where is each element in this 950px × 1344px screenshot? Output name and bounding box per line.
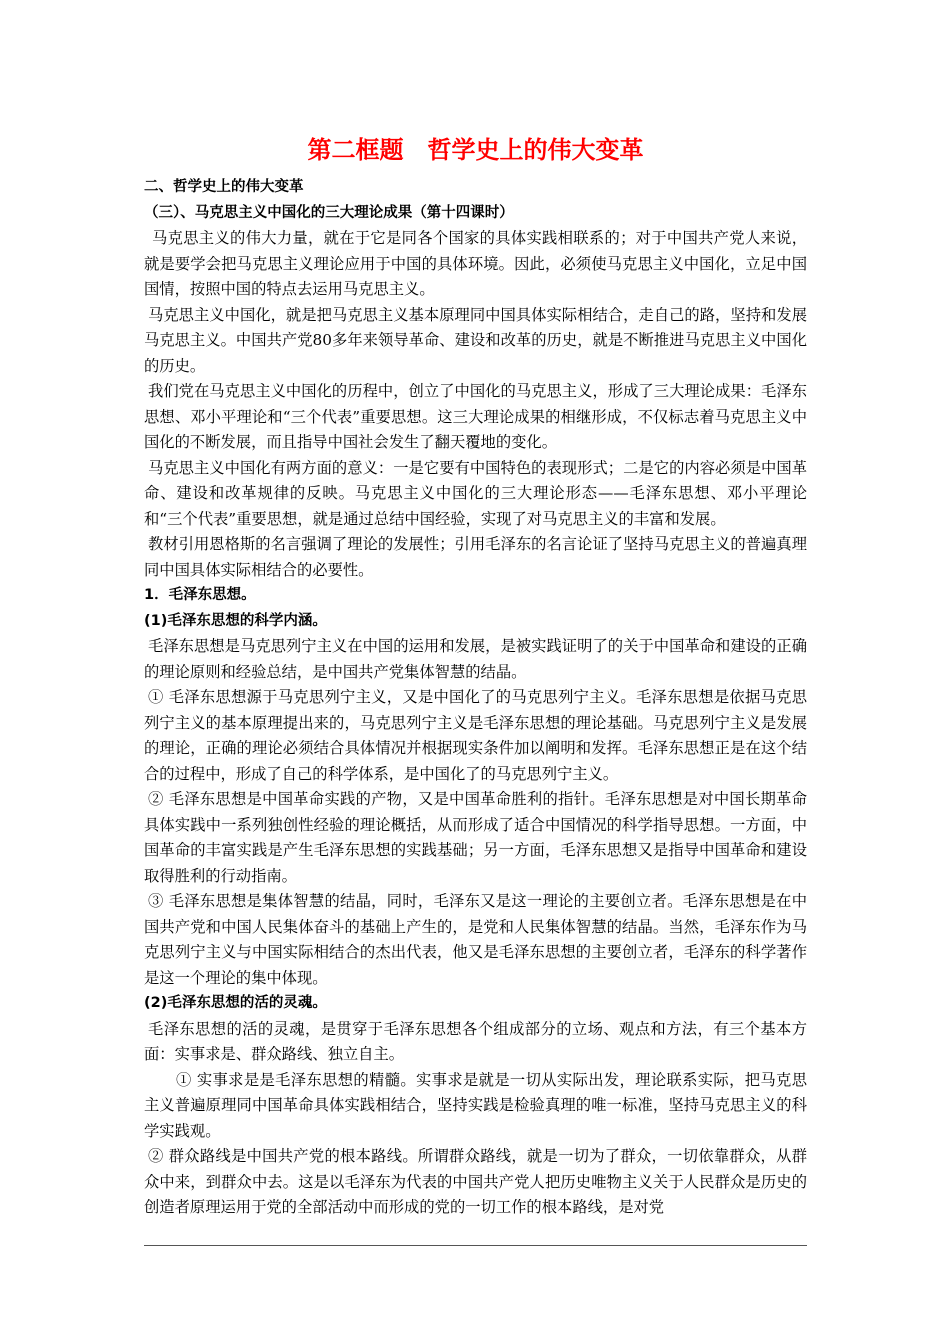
page-title: 第二框题 哲学史上的伟大变革 bbox=[307, 136, 644, 164]
body-paragraph: 我们党在马克思主义中国化的历程中，创立了中国化的马克思主义，形成了三大理论成果：毛泽东思想、邓小平理论和“三个代表”重要思想。这三大理论成果的相继形成，不仅标志着马克思主义中国化的不断发展，而且指导中国社会发生了翻天覆地的变化。 bbox=[144, 382, 807, 451]
document-body bbox=[144, 175, 807, 1221]
body-paragraph: ③ 毛泽东思想是集体智慧的结晶，同时，毛泽东又是这一理论的主要创立者。毛泽东思想是在中国共产党和中国人民集体奋斗的基础上产生的，是党和人民集体智慧的结晶。当然，毛泽东作为马克思列宁主义与中国实际相结合的杰出代表，他又是毛泽东思想的主要创立者，毛泽东的科学著作是这一个理论的集中体现。 bbox=[144, 892, 807, 987]
subsection-heading: （三）、马克思主义中国化的三大理论成果（第十四课时） bbox=[144, 204, 514, 221]
body-paragraph: ① 毛泽东思想源于马克思列宁主义，又是中国化了的马克思列宁主义。毛泽东思想是依据马克思列宁主义的基本原理提出来的，马克思列宁主义是毛泽东思想的理论基础。马克思列宁主义是发展的理论，正确的理论必须结合具体情况并根据现实条件加以阐明和发挥。毛泽东思想正是在这个结合的过程中，形成了自己的科学体系，是中国化了的马克思列宁主义。 bbox=[144, 688, 807, 783]
body-paragraph: 毛泽东思想是马克思列宁主义在中国的运用和发展，是被实践证明了的关于中国革命和建设的正确的理论原则和经验总结，是中国共产党集体智慧的结晶。 bbox=[144, 637, 807, 681]
body-paragraph: ② 毛泽东思想是中国革命实践的产物，又是中国革命胜利的指针。毛泽东思想是对中国长期革命具体实践中一系列独创性经验的理论概括，从而形成了适合中国情况的科学指导思想。一方面，中国革命的丰富实践是产生毛泽东思想的实践基础；另一方面，毛泽东思想又是指导中国革命和建设取得胜利的行动指南。 bbox=[144, 790, 807, 885]
subpoint-heading: (2)毛泽东思想的活的灵魂。 bbox=[144, 995, 327, 1011]
subpoint-heading: (1)毛泽东思想的科学内涵。 bbox=[144, 612, 327, 629]
document-page bbox=[144, 0, 807, 1344]
body-paragraph: ② 群众路线是中国共产党的根本路线。所谓群众路线，就是一切为了群众，一切依靠群众，从群众中来，到群众中去。这是以毛泽东为代表的中国共产党人把历史唯物主义关于人民群众是历史的创造者原理运用于党的全部活动中而形成的党的一切工作的根本路线，是对党 bbox=[144, 1147, 807, 1216]
point-heading: 1．毛泽东思想。 bbox=[144, 587, 256, 603]
section-heading: 二、哲学史上的伟大变革 bbox=[144, 179, 304, 195]
body-paragraph: 教材引用恩格斯的名言强调了理论的发展性；引用毛泽东的名言论证了坚持马克思主义的普遍真理同中国具体实际相结合的必要性。 bbox=[144, 535, 807, 579]
body-paragraph: 毛泽东思想的活的灵魂，是贯穿于毛泽东思想各个组成部分的立场、观点和方法，有三个基本方面：实事求是、群众路线、独立自主。 bbox=[144, 1019, 807, 1063]
body-paragraph: 马克思主义中国化，就是把马克思主义基本原理同中国具体实际相结合，走自己的路，坚持和发展马克思主义。中国共产党80多年来领导革命、建设和改革的历史，就是不断推进马克思主义中国化的历史。 bbox=[144, 305, 807, 375]
body-paragraph: ① 实事求是是毛泽东思想的精髓。实事求是就是一切从实际出发，理论联系实际，把马克思主义普遍原理同中国革命具体实践相结合，坚持实践是检验真理的唯一标准，坚持马克思主义的科学实践观。 bbox=[144, 1070, 807, 1140]
body-paragraph: 马克思主义中国化有两方面的意义：一是它要有中国特色的表现形式；二是它的内容必须是中国革命、建设和改革规律的反映。马克思主义中国化的三大理论形态——毛泽东思想、邓小平理论和“三个代表”重要思想，就是通过总结中国经验，实现了对马克思主义的丰富和发展。 bbox=[144, 458, 807, 528]
footer-divider bbox=[144, 1245, 807, 1246]
body-paragraph: 马克思主义的伟大力量，就在于它是同各个国家的具体实践相联系的；对于中国共产党人来说，就是要学会把马克思主义理论应用于中国的具体环境。因此，必须使马克思主义中国化，立足中国国情，按照中国的特点去运用马克思主义。 bbox=[144, 229, 807, 298]
